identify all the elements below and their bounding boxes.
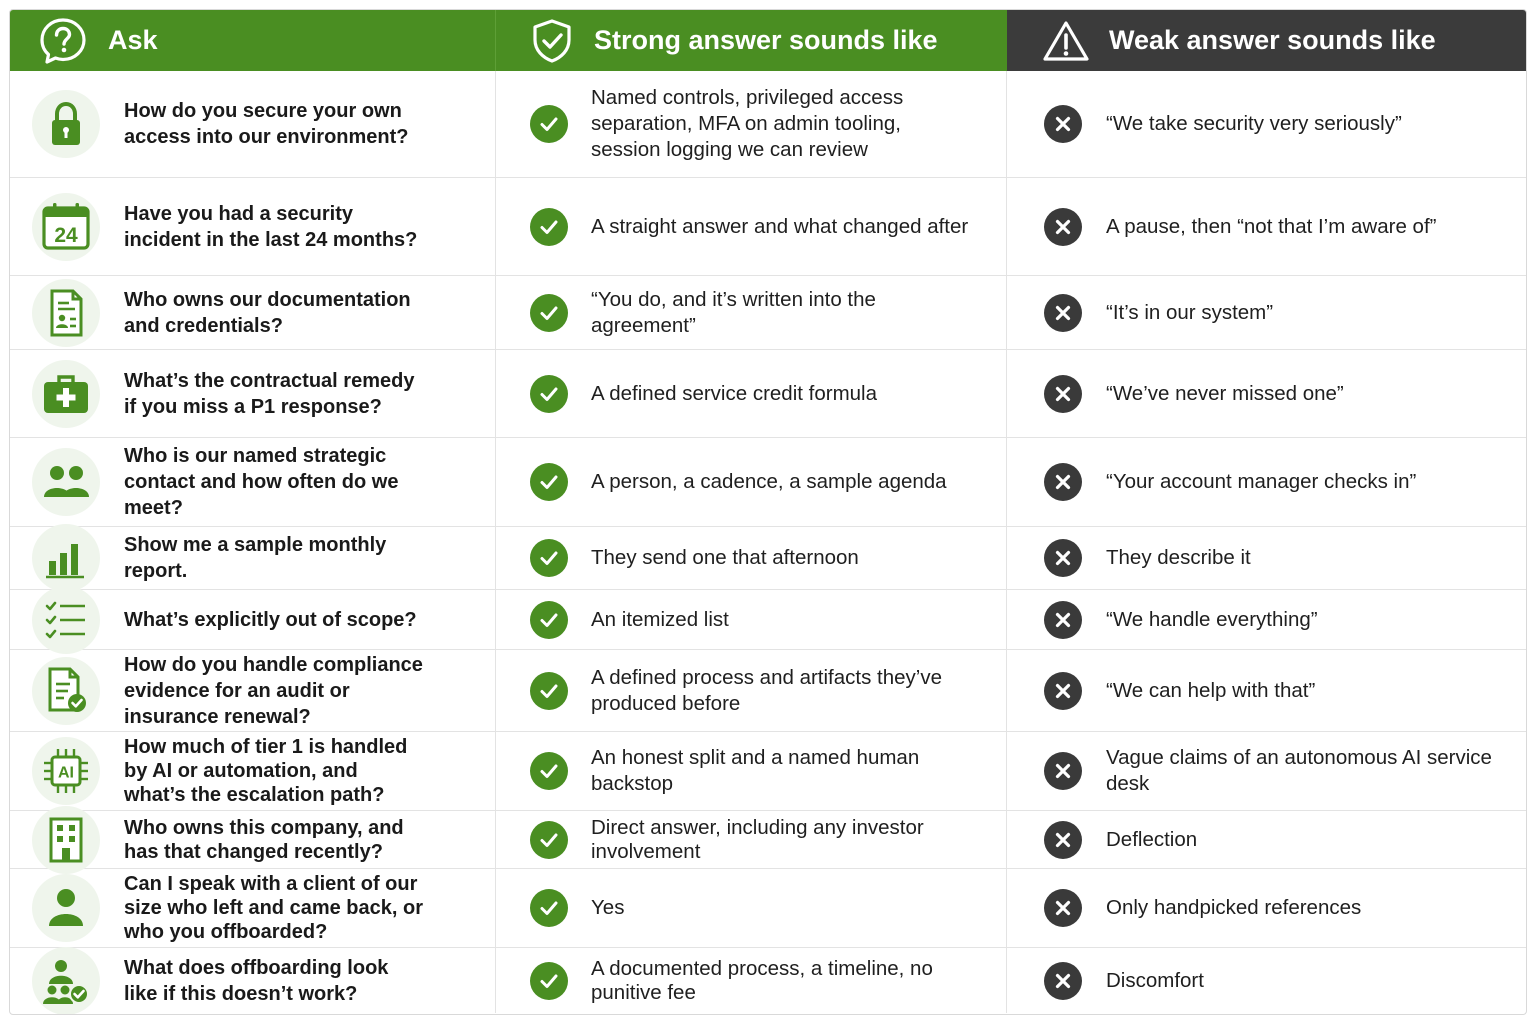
x-icon (1044, 539, 1082, 577)
strong-answer-text: A defined process and artifacts they’ve produced before (591, 665, 942, 715)
table-row (10, 178, 1527, 276)
check-icon (530, 821, 568, 859)
table-row (10, 71, 1527, 178)
ask-cell (10, 869, 496, 947)
x-icon (1044, 463, 1082, 501)
ask-cell (10, 732, 496, 810)
table-row (10, 527, 1527, 590)
weak-answer-text: “We handle everything” (1106, 607, 1318, 631)
document-check-icon (32, 657, 100, 725)
check-icon (530, 208, 568, 246)
check-icon (530, 105, 568, 143)
header-ask (10, 10, 496, 71)
weak-cell (1007, 438, 1527, 526)
strong-answer-text: Yes (591, 896, 625, 919)
weak-cell (1007, 527, 1527, 589)
strong-cell (496, 71, 1007, 177)
x-icon (1044, 672, 1082, 710)
question-bubble-icon (38, 16, 88, 66)
strong-cell (496, 527, 1007, 589)
check-icon (530, 375, 568, 413)
question-text: How much of tier 1 is handled by AI or automation, and what’s the escalation path? (124, 736, 408, 806)
question-text: Who is our named strategic contact and how often do we meet? (124, 445, 399, 519)
x-icon (1044, 889, 1082, 927)
strong-answer-text: Direct answer, including any investor involvement (591, 815, 924, 863)
calendar-number: 24 (54, 223, 78, 247)
x-icon (1044, 105, 1082, 143)
weak-answer-text: “We’ve never missed one” (1106, 381, 1344, 405)
table-row (10, 590, 1527, 650)
question-text: How do you handle compliance evidence for an audit or insurance renewal? (124, 653, 423, 728)
weak-cell (1007, 276, 1527, 349)
x-icon (1044, 375, 1082, 413)
weak-answer-text: “We take security very seriously” (1106, 112, 1402, 135)
check-icon (530, 463, 568, 501)
check-icon (530, 889, 568, 927)
question-text: Who owns this company, and has that changed recently? (124, 816, 404, 863)
table-row (10, 350, 1527, 438)
ai-chip-icon (32, 737, 100, 805)
check-icon (530, 294, 568, 332)
ask-cell (10, 948, 496, 1013)
person-check-icon (32, 947, 100, 1015)
first-aid-kit-icon (32, 360, 100, 428)
strong-cell (496, 438, 1007, 526)
table-row (10, 948, 1527, 1013)
x-icon (1044, 294, 1082, 332)
weak-answer-text: “It’s in our system” (1106, 300, 1274, 324)
question-text: Have you had a security incident in the last 24 months? (124, 202, 418, 251)
building-icon (32, 806, 100, 874)
check-icon (530, 539, 568, 577)
strong-cell (496, 650, 1007, 731)
check-icon (530, 962, 568, 1000)
question-text: Can I speak with a client of our size who left and came back, or who you offboarded? (124, 873, 423, 943)
question-text: Who owns our documentation and credentials? (124, 288, 411, 337)
strong-cell (496, 590, 1007, 649)
table-header (10, 10, 1527, 71)
check-icon (530, 672, 568, 710)
question-text: What’s the contractual remedy if you miss a P1 response? (124, 369, 415, 418)
x-icon (1044, 208, 1082, 246)
header-weak-label: Weak answer sounds like (1109, 25, 1436, 55)
strong-cell (496, 869, 1007, 947)
ask-cell (10, 178, 496, 275)
weak-cell (1007, 869, 1527, 947)
header-strong-label: Strong answer sounds like (594, 25, 938, 55)
strong-answer-text: An honest split and a named human backstop (591, 746, 920, 795)
strong-answer-text: A straight answer and what changed after (591, 214, 969, 238)
warning-triangle-icon (1043, 20, 1089, 62)
weak-cell (1007, 732, 1527, 810)
lock-icon (32, 90, 100, 158)
strong-cell (496, 276, 1007, 349)
x-icon (1044, 962, 1082, 1000)
weak-cell (1007, 71, 1527, 177)
weak-cell (1007, 178, 1527, 275)
strong-answer-text: An itemized list (591, 607, 729, 631)
weak-answer-text: Discomfort (1106, 968, 1204, 992)
table-row (10, 438, 1527, 527)
ask-cell (10, 438, 496, 526)
weak-cell (1007, 590, 1527, 649)
weak-answer-text: Only handpicked references (1106, 896, 1362, 919)
table-body (10, 71, 1527, 1013)
weak-cell (1007, 948, 1527, 1013)
weak-cell (1007, 650, 1527, 731)
ask-cell (10, 811, 496, 868)
weak-answer-text: Deflection (1106, 827, 1198, 851)
x-icon (1044, 821, 1082, 859)
question-text: How do you secure your own access into our environment? (124, 100, 409, 148)
strong-answer-text: A person, a cadence, a sample agenda (591, 470, 947, 493)
strong-answer-text: A defined service credit formula (591, 381, 877, 405)
strong-answer-text: A documented process, a timeline, no punitive fee (591, 956, 933, 1004)
weak-answer-text: “We can help with that” (1106, 678, 1316, 702)
calendar-icon (32, 193, 100, 261)
table-row (10, 276, 1527, 350)
strong-cell (496, 350, 1007, 437)
question-text: What’s explicitly out of scope? (124, 608, 417, 631)
strong-cell (496, 811, 1007, 868)
strong-answer-text: Named controls, privileged access separation, MFA on admin tooling, session logging we can review (591, 86, 904, 161)
weak-answer-text: Vague claims of an autonomous AI service desk (1106, 746, 1492, 795)
ask-cell (10, 527, 496, 589)
checklist-icon (32, 586, 100, 654)
strong-answer-text: “You do, and it’s written into the agreement” (591, 287, 876, 337)
weak-answer-text: A pause, then “not that I’m aware of” (1106, 214, 1437, 238)
check-icon (530, 601, 568, 639)
x-icon (1044, 601, 1082, 639)
ask-cell (10, 71, 496, 177)
table-row (10, 869, 1527, 948)
strong-answer-text: They send one that afternoon (591, 546, 859, 569)
check-icon (530, 752, 568, 790)
ask-cell (10, 276, 496, 349)
table-row (10, 811, 1527, 869)
person-icon (32, 874, 100, 942)
strong-cell (496, 948, 1007, 1013)
bar-chart-icon (32, 524, 100, 592)
question-text: What does offboarding look like if this doesn’t work? (124, 956, 389, 1005)
strong-cell (496, 732, 1007, 810)
chip-label: AI (58, 764, 74, 782)
weak-answer-text: “Your account manager checks in” (1106, 470, 1417, 493)
shield-check-icon (530, 18, 574, 64)
weak-cell (1007, 350, 1527, 437)
x-icon (1044, 752, 1082, 790)
table-row (10, 650, 1527, 732)
header-ask-label: Ask (108, 25, 158, 55)
people-icon (32, 448, 100, 516)
header-strong (496, 10, 1007, 71)
ask-cell (10, 350, 496, 437)
document-icon (32, 279, 100, 347)
strong-cell (496, 178, 1007, 275)
comparison-table (9, 9, 1527, 1015)
header-weak (1007, 10, 1527, 71)
weak-answer-text: They describe it (1106, 546, 1251, 569)
weak-cell (1007, 811, 1527, 868)
ask-cell (10, 590, 496, 649)
table-row (10, 732, 1527, 811)
ask-cell (10, 650, 496, 731)
question-text: Show me a sample monthly report. (124, 534, 387, 582)
